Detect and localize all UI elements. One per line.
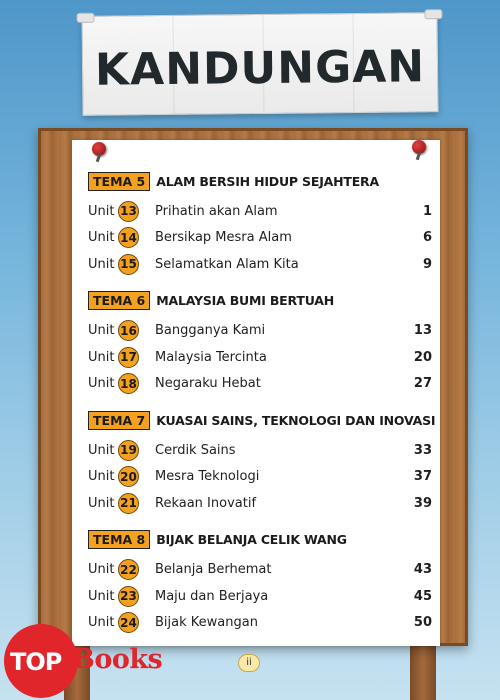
topbooks-watermark-logo — [0, 618, 190, 700]
unit-number-badge: 23 — [118, 586, 139, 607]
unit-page: 33 — [413, 442, 432, 458]
unit-title: Rekaan Inovatif — [155, 495, 257, 511]
unit-number-badge: 24 — [118, 612, 139, 633]
unit-title: Negaraku Hebat — [155, 376, 261, 392]
unit-word: Unit — [88, 349, 115, 365]
unit-title: Cerdik Sains — [155, 442, 236, 458]
theme-label: TEMA 8 — [88, 530, 150, 549]
unit-page: 39 — [413, 495, 432, 511]
theme-label: TEMA 7 — [88, 411, 150, 430]
unit-page: 37 — [413, 469, 432, 485]
unit-page: 1 — [422, 203, 432, 219]
unit-title: Bersikap Mesra Alam — [155, 230, 292, 246]
unit-page: 9 — [422, 256, 432, 272]
unit-row[interactable] — [88, 198, 432, 225]
unit-word: Unit — [88, 203, 115, 219]
banner-knot-left — [76, 13, 94, 23]
logo-books-text: Books — [72, 644, 163, 675]
logo-top-text: TOP — [10, 648, 62, 676]
unit-title: Bijak Kewangan — [155, 615, 258, 631]
unit-word: Unit — [88, 376, 115, 392]
unit-row[interactable] — [88, 371, 432, 398]
theme-heading — [88, 409, 436, 431]
unit-page: 43 — [413, 562, 432, 578]
unit-word: Unit — [88, 469, 115, 485]
unit-word: Unit — [88, 495, 115, 511]
unit-word: Unit — [88, 323, 115, 339]
unit-word: Unit — [88, 442, 115, 458]
unit-title: Maju dan Berjaya — [155, 588, 269, 604]
unit-word: Unit — [88, 562, 115, 578]
theme-title: MALAYSIA BUMI BERTUAH — [156, 293, 334, 308]
unit-number-badge: 14 — [118, 227, 139, 248]
unit-title: Malaysia Tercinta — [155, 349, 267, 365]
unit-number-badge: 19 — [118, 440, 139, 461]
unit-page: 20 — [413, 349, 432, 365]
unit-row[interactable] — [88, 225, 432, 252]
theme-heading — [88, 290, 432, 312]
unit-page: 6 — [422, 230, 432, 246]
unit-number-badge: 18 — [118, 373, 139, 394]
unit-number-badge: 13 — [118, 201, 139, 222]
pushpin-icon — [412, 140, 426, 154]
unit-title: Prihatin akan Alam — [155, 203, 278, 219]
theme-group — [88, 290, 432, 398]
unit-title: Mesra Teknologi — [155, 469, 260, 485]
unit-word: Unit — [88, 615, 115, 631]
pushpin-icon — [92, 142, 106, 156]
unit-title: Bangganya Kami — [155, 323, 266, 339]
theme-title: KUASAI SAINS, TEKNOLOGI DAN INOVASI — [156, 412, 436, 428]
unit-row[interactable] — [88, 318, 432, 345]
unit-row[interactable] — [88, 583, 432, 610]
unit-row[interactable] — [88, 344, 432, 371]
unit-row[interactable] — [88, 557, 432, 584]
unit-number-badge: 20 — [118, 466, 139, 487]
unit-number-badge: 22 — [118, 559, 139, 580]
theme-heading — [88, 170, 432, 192]
unit-number-badge: 16 — [118, 320, 139, 341]
unit-number-badge: 21 — [118, 493, 139, 514]
unit-row[interactable] — [88, 251, 432, 278]
page-number: ii — [238, 654, 260, 672]
unit-title: Belanja Berhemat — [155, 562, 272, 578]
theme-group — [88, 170, 432, 278]
unit-row[interactable] — [88, 490, 432, 517]
theme-label: TEMA 6 — [88, 291, 150, 310]
theme-label: TEMA 5 — [88, 172, 150, 191]
theme-title: BIJAK BELANJA CELIK WANG — [156, 532, 347, 547]
unit-page: 50 — [413, 615, 432, 631]
title-banner — [81, 12, 438, 116]
unit-number-badge: 17 — [118, 347, 139, 368]
unit-row[interactable] — [88, 464, 432, 491]
table-of-contents — [88, 170, 436, 648]
unit-row[interactable] — [88, 437, 432, 464]
theme-heading — [88, 529, 432, 551]
unit-page: 45 — [413, 588, 432, 604]
unit-word: Unit — [88, 230, 115, 246]
unit-title: Selamatkan Alam Kita — [155, 256, 299, 272]
unit-page: 27 — [413, 376, 432, 392]
theme-group — [88, 409, 436, 517]
banner-knot-right — [424, 9, 442, 19]
board-post-right — [410, 640, 436, 700]
theme-title: ALAM BERSIH HIDUP SEJAHTERA — [156, 173, 379, 189]
unit-word: Unit — [88, 588, 115, 604]
page-title: KANDUNGAN — [94, 41, 426, 96]
unit-number-badge: 15 — [118, 254, 139, 275]
unit-word: Unit — [88, 256, 115, 272]
unit-page: 13 — [413, 323, 432, 339]
